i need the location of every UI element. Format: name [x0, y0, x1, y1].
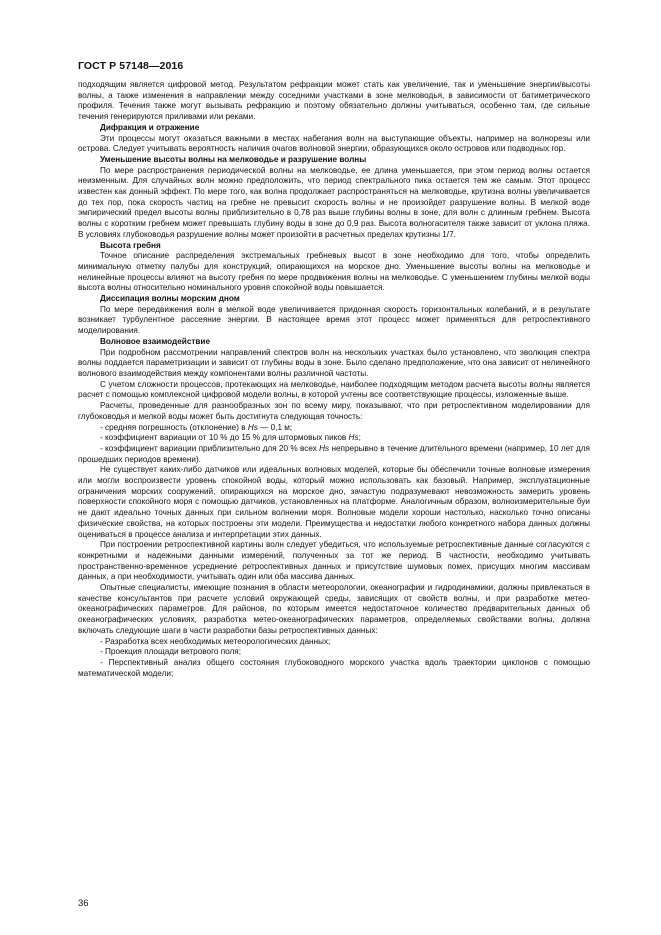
paragraph: Опытные специалисты, имеющие познания в области метеорологии, океанографии и гидродинамики, должны привлекаться в качестве консультантов при расчете условий окружающей среды, зависящих от свойств волны, и при разработке метео-океанографических параметров. Для районов, по которым имеется недостаточное количество предварительных данных об океанографических условиях, разработка метео-океанографических параметров, определяемых свойствами волны, должна включать следующие шаги в части разработки базы ретроспективных данных:	[78, 583, 590, 635]
paragraph: Не существует каких-либо датчиков или идеальных волновых моделей, которые бы обеспечили точные волновые измерения или могли воспроизвести уровень спокойной воды, который можно использовать как базовый. Например, эксплуатационные ограничения морских сооружений, опирающихся на морское дно, зачастую подразумевают невозможность замерить уровень поверхности спокойного моря с помощью датчиков, установленных на платформе. Аналогичным образом, волноизмерительные буи не дают идеально точных данных при сильном волнении моря. Волновые модели хороши настолько, насколько точно описаны физические свойства, на которых построены эти модели. Преимущества и недостатки любого конкретного набора данных должны оцениваться в процессе анализа и интерпретации этих данных.	[78, 465, 590, 539]
document-body	[78, 80, 590, 679]
paragraph: подходящим является цифровой метод. Результатом рефракции может стать как увеличение, так и уменьшение энергии/высоты волны, а также изменения в направлении между соседними участками в зоне мелководья, в зависимости от батиметрического профиля. Течения также могут вызывать рефракцию и поэтому обязательно должны учитываться, особенно там, где сильные течения генерируются приливами или реками.	[78, 80, 590, 122]
paragraph: По мере передвижения волн в мелкой воде увеличивается придонная скорость горизонтальных колебаний, и в результате возникает турбулентное рассеяние энергии. В настоящее время этот процесс может применяться для ретроспективного моделирования.	[78, 304, 590, 336]
page-number: 36	[78, 898, 89, 909]
document-header: ГОСТ Р 57148—2016	[78, 60, 184, 72]
paragraph: С учетом сложности процессов, протекающих на мелководье, наиболее подходящим методом расчета высоты волны является расчет с помощью комплексной цифровой модели волны, в которой учтены все соответствующие процессы, изложенные выше.	[78, 379, 590, 400]
section-heading: Дифракция и отражение	[100, 122, 200, 132]
section-heading: Волновое взаимодействие	[100, 336, 211, 346]
section-heading: Высота гребня	[100, 240, 161, 250]
list-item: - Разработка всех необходимых метеорологических данных;	[100, 636, 331, 646]
list-item: - Перспективный анализ общего состояния глубоководного морского участка вдоль траектории циклонов с помощью математической модели;	[78, 657, 590, 678]
list-item: - Проекция площади ветрового поля;	[100, 647, 242, 657]
list-item: - коэффициент вариации приблизительно для 20 % всех Hs непрерывно в течение длительного времени (например, 10 лет для прошедших периодов времени).	[78, 443, 590, 464]
section-heading: Диссипация волны морским дном	[100, 294, 240, 304]
paragraph: Эти процессы могут оказаться важными в местах набегания волн на выступающие объекты, например на волнорезы или острова. Следует учитывать вероятность наличия очагов волновой энергии, образующихся около островов или подводных гор.	[78, 133, 590, 154]
paragraph: По мере распространения периодической волны на мелководье, ее длина уменьшается, при этом период волны остается неизменным. Для случайных волн можно предположить, что период спектрального пика остается тем же самым. Этот процесс известен как донный эффект. По мере того, как волна продолжает распространяться на мелководье, крутизна волны увеличивается до тех пор, пока скорость частиц на гребне не превысит скорость волны и не произойдет разрушение волны. В мелкой воде эмпирический предел высоты волны приблизительно в 0,78 раз выше глубины волны в зоне, для волн с длинным гребнем. Высота волны с коротким гребнем может превышать глубину воды в зоне до 0,9 раз. Высота волногасителя также зависит от уклона пляжа. В условиях глубоководья разрушение волны может произойти в расчетных пределах крутизны 1/7.	[78, 165, 590, 239]
paragraph: При подробном рассмотрении направлений спектров волн на нескольких участках было установлено, что эволюция спектра волны поддается параметризации и зависит от глубины воды в зоне. Было сделано предположение, что она зависит от нелинейного волнового взаимодействия между компонентами волны различной частоты.	[78, 347, 590, 378]
paragraph: Расчеты, проведенные для разнообразных зон по всему миру, показывают, что при ретроспективном моделировании для глубоководья и мелкой воды может быть достигнута следующая точность:	[78, 401, 590, 421]
list-item: - коэффициент вариации от 10 % до 15 % для штормовых пиков Hs;	[100, 433, 361, 443]
section-heading: Уменьшение высоты волны на мелководье и разрушение волны	[100, 154, 367, 164]
list-item: - средняя погрешность (отклонение) в Hs — 0,1 м;	[100, 422, 293, 432]
paragraph: Точное описание распределения экстремальных гребневых высот в зоне необходимо для того, чтобы определить минимальную отметку палубы для конструкций, опирающихся на морское дно. Уменьшение высоты волны на мелководье и нелинейные процессы влияют на высоту гребня по мере продвижения волны на мелководье. С уменьшением глубины мелкой воды высота волны относительно номинального уровня спокойной воды повышается.	[78, 251, 590, 293]
paragraph: При построении ретроспективной картины волн следует убедиться, что используемые ретроспективные данные согласуются с конкретными и надежными данными измерений, полученных за тот же период. В частности, необходимо учитывать пространственно-временное усреднение ретроспективных данных и присутствие шумовых помех, присущих многим массивам данных, а при необходимости, учитывать один или оба массива данных.	[78, 540, 590, 582]
